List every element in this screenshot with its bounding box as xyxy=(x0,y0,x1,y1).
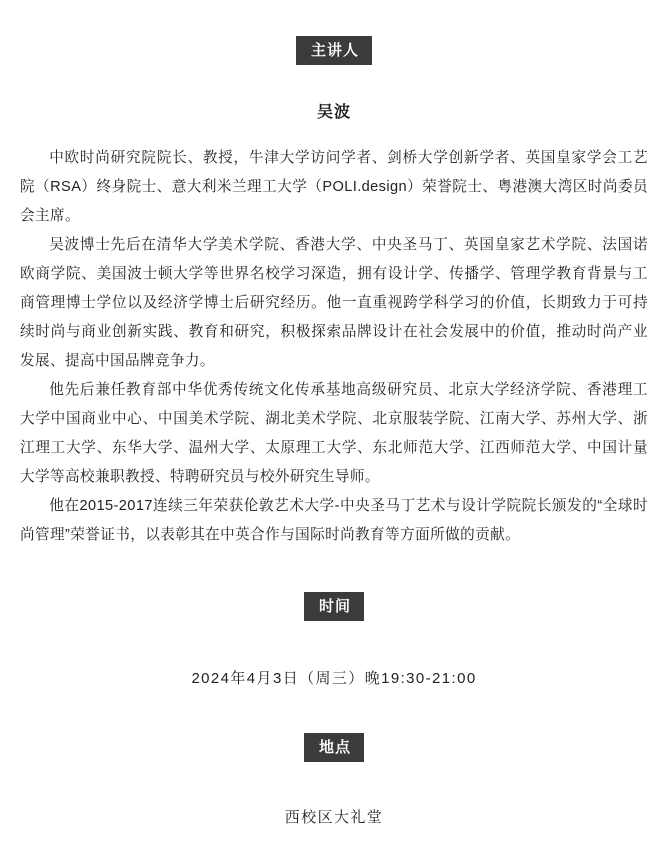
spacer-after-place-badge xyxy=(12,762,656,806)
bio-paragraph-2: 吴波博士先后在清华大学美术学院、香港大学、中央圣马丁、英国皇家艺术学院、法国诺欧商学院、美国波士顿大学等世界名校学习深造，拥有设计学、传播学、管理学教育背景与工商管理博士学位以及经济学博士后研究经历。他一直重视跨学科学习的价值，长期致力于可持续时尚与商业创新实践、教育和研究，积极探索品牌设计在社会发展中的价值，推动时尚产业发展、提高中国品牌竞争力。 xyxy=(20,237,648,369)
speaker-name: 吴波 xyxy=(316,104,351,121)
speaker-bio xyxy=(12,144,656,550)
place-badge: 地点 xyxy=(304,733,364,762)
bio-paragraph-4: 他在2015-2017连续三年荣获伦敦艺术大学-中央圣马丁艺术与设计学院院长颁发的“全球时尚管理”荣誉证书，以表彰其在中英合作与国际时尚教育等方面所做的贡献。 xyxy=(20,498,648,543)
place-section-header xyxy=(12,733,656,762)
bio-paragraph-1: 中欧时尚研究院院长、教授，牛津大学访问学者、剑桥大学创新学者、英国皇家学会工艺院（RSA）终身院士、意大利米兰理工大学（POLI.design）荣誉院士、粤港澳大湾区时尚委员会主席。 xyxy=(20,150,648,224)
time-badge: 时间 xyxy=(304,592,364,621)
time-value: 2024年4月3日（周三）晚19:30-21:00 xyxy=(191,670,477,687)
spacer-after-speaker-badge xyxy=(12,65,656,99)
speaker-section-header xyxy=(12,36,656,65)
spacer-after-speaker-name xyxy=(12,122,656,144)
spacer-before-time-badge xyxy=(12,550,656,592)
spacer-before-place-badge xyxy=(12,688,656,733)
time-section-header xyxy=(12,592,656,621)
spacer-after-time-badge xyxy=(12,621,656,667)
bio-paragraph-3: 他先后兼任教育部中华优秀传统文化传承基地高级研究员、北京大学经济学院、香港理工大学中国商业中心、中国美术学院、湖北美术学院、北京服装学院、江南大学、苏州大学、浙江理工大学、东华大学、温州大学、太原理工大学、东北师范大学、江西师范大学、中国计量大学等高校兼职教授、特聘研究员与校外研究生导师。 xyxy=(20,382,648,485)
speaker-badge: 主讲人 xyxy=(296,36,372,65)
top-spacer xyxy=(12,0,656,36)
place-value: 西校区大礼堂 xyxy=(284,809,384,826)
